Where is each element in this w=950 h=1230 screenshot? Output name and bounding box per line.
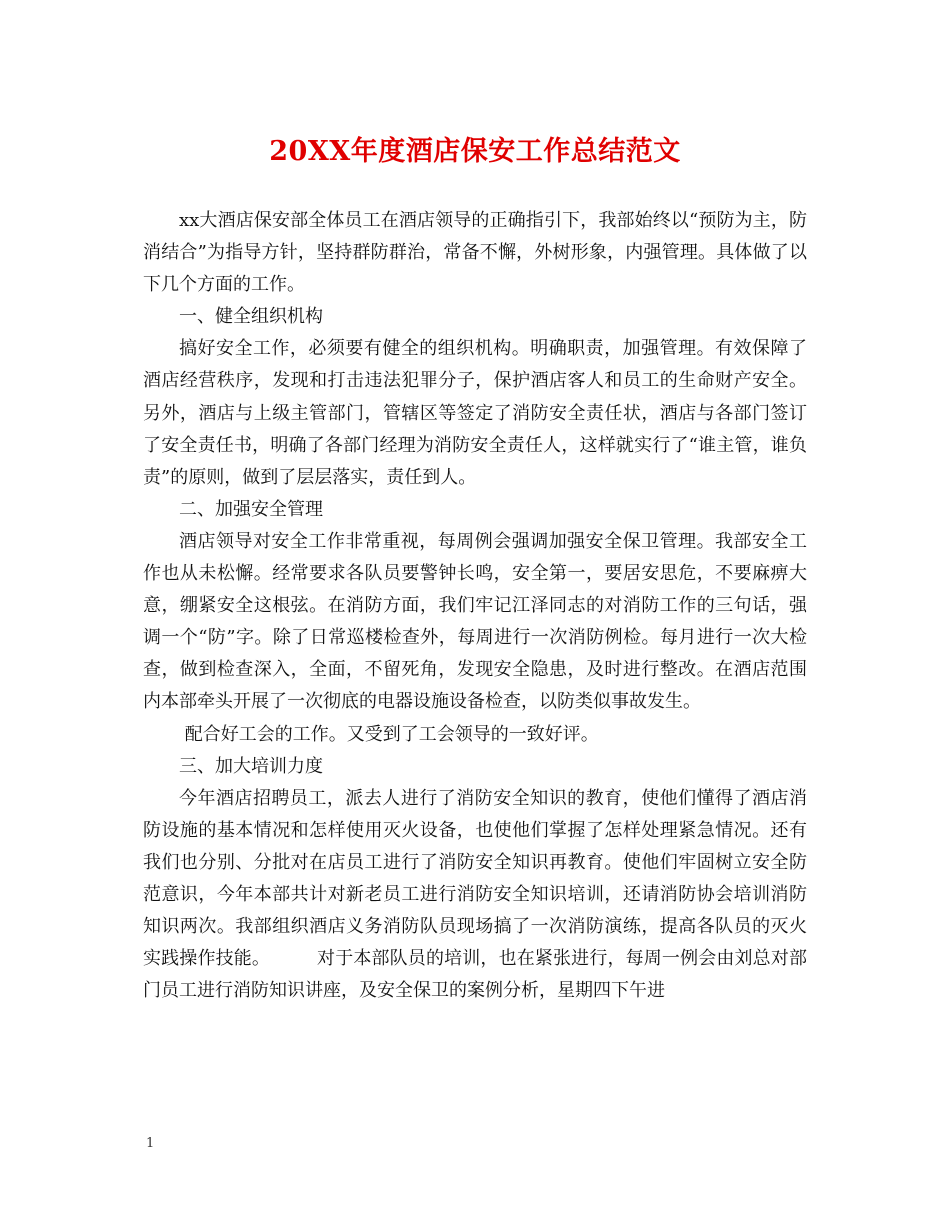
document-body	[143, 205, 853, 1007]
document-title: 20XX年度酒店保安工作总结范文	[269, 136, 681, 167]
section-heading-2: 二、加强安全管理	[179, 498, 323, 520]
page-number: 1	[146, 1136, 155, 1151]
intro-paragraph: xx大酒店保安部全体员工在酒店领导的正确指引下，我部始终以“预防为主，防消结合”为指导方针，坚持群防群治，常备不懈，外树形象，内强管理。具体做了以下几个方面的工作。	[143, 210, 807, 296]
section-heading-3: 三、加大培训力度	[179, 755, 323, 777]
section-3-paragraph: 今年酒店招聘员工，派去人进行了消防安全知识的教育，使他们懂得了酒店消防设施的基本情况和怎样使用灭火设备，也使他们掌握了怎样处理紧急情况。还有我们也分别、分批对在店员工进行了消防安全知识再教育。使他们牢固树立安全防范意识，今年本部共计对新老员工进行消防安全知识培训，还请消防协会培训消防知识两次。我部组织酒店义务消防队员现场搞了一次消防演练，提高各队员的灭火实践操作技能。 对于本部队员的培训，也在紧张进行，每周一例会由刘总对部门员工进行消防知识讲座，及安全保卫的案例分析，星期四下午进	[143, 787, 807, 1002]
section-heading-1: 一、健全组织机构	[179, 306, 323, 328]
section-1-paragraph: 搞好安全工作，必须要有健全的组织机构。明确职责，加强管理。有效保障了酒店经营秩序，发现和打击违法犯罪分子，保护酒店客人和员工的生命财产安全。 另外，酒店与上级主管部门，管辖区等签定了消防安全责任状，酒店与各部门签订了安全责任书，明确了各部门经理为消防安全责任人，这样就实行了“谁主管，谁负责”的原则，做到了层层落实，责任到人。	[143, 338, 853, 488]
section-2-paragraph: 酒店领导对安全工作非常重视，每周例会强调加强安全保卫管理。我部安全工作也从未松懈。经常要求各队员要警钟长鸣，安全第一，要居安思危，不要麻痹大意，绷紧安全这根弦。在消防方面，我们牢记江泽同志的对消防工作的三句话，强调一个“防”字。除了日常巡楼检查外，每周进行一次消防例检。每月进行一次大检查，做到检查深入，全面，不留死角，发现安全隐患，及时进行整改。在酒店范围内本部牵头开展了一次彻底的电器设施设备检查，以防类似事故发生。	[143, 530, 807, 713]
section-2-paragraph-union: 配合好工会的工作。又受到了工会领导的一致好评。	[179, 723, 599, 745]
